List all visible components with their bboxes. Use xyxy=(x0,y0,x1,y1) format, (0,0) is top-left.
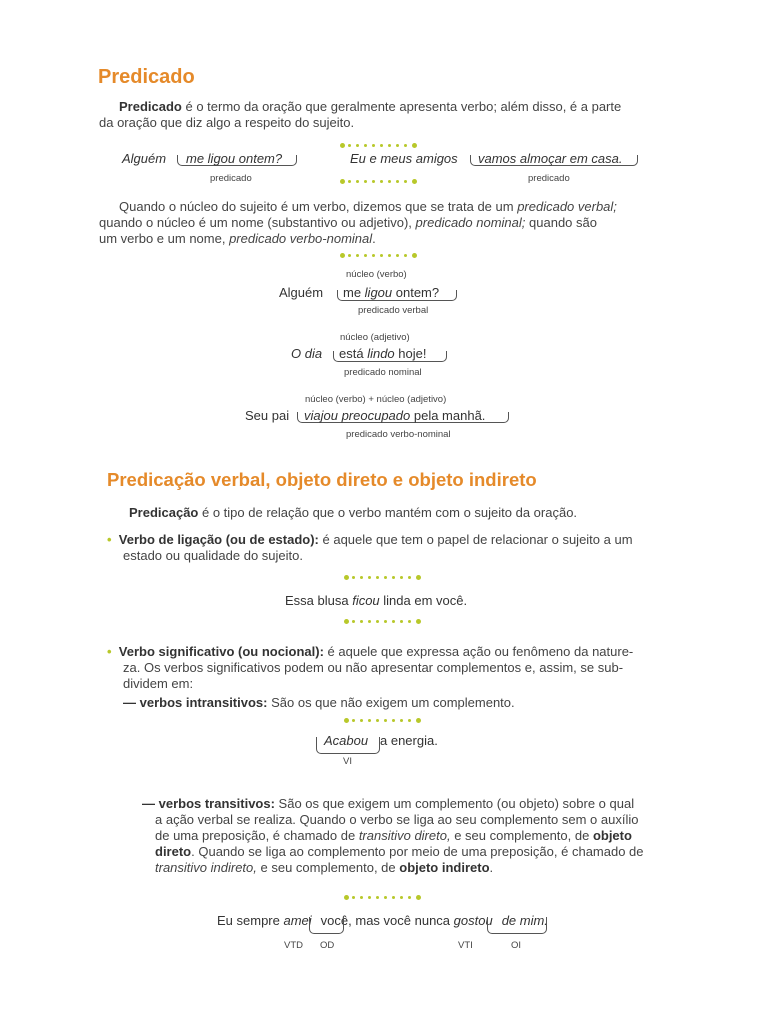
dot xyxy=(340,179,345,184)
grammar-label: VI xyxy=(343,756,352,767)
dot xyxy=(344,575,349,580)
dot xyxy=(352,576,355,579)
text: um verbo e um nome, xyxy=(99,231,230,246)
dot xyxy=(408,576,411,579)
predicate-types-paragraph xyxy=(99,199,617,247)
dot xyxy=(368,576,371,579)
term-bold: — verbos intransitivos: xyxy=(123,695,268,710)
dot xyxy=(392,620,395,623)
text: quando o núcleo é um nome (substantivo ou adjetivo), xyxy=(99,215,416,230)
term-bold: — verbos transitivos: xyxy=(142,796,275,811)
predicado-definition xyxy=(99,99,621,131)
text: predicado verbo-nominal xyxy=(229,231,373,246)
dot xyxy=(412,253,417,258)
dot xyxy=(360,576,363,579)
example-subject: Alguém xyxy=(279,285,324,300)
text: pela manhã. xyxy=(410,408,486,423)
text: São os que não exigem um complemento. xyxy=(267,695,515,710)
dot xyxy=(384,719,387,722)
example-subject: O dia xyxy=(291,346,323,361)
dot xyxy=(344,619,349,624)
example-predicate: me ligou ontem? xyxy=(186,151,283,166)
dot xyxy=(352,719,355,722)
text: transitivo indireto, xyxy=(155,860,257,875)
example-subject: Seu pai xyxy=(245,408,290,423)
predicacao-definition xyxy=(129,505,577,521)
grammar-label: OD xyxy=(320,940,335,951)
bullet-verbo-ligacao xyxy=(107,532,633,564)
text: Eu sempre xyxy=(217,913,284,928)
dot xyxy=(384,896,387,899)
text: . Quando se liga ao complemento por meio de uma preposição, é chamado de xyxy=(191,844,644,859)
text: amei xyxy=(283,913,312,928)
dot xyxy=(368,719,371,722)
dot xyxy=(392,896,395,899)
dot xyxy=(404,180,407,183)
dots-divider xyxy=(340,178,418,186)
text: de uma preposição, é chamado de xyxy=(155,828,359,843)
dot xyxy=(348,180,351,183)
predicate-label: predicado nominal xyxy=(344,367,422,378)
term-bold: Predicação xyxy=(129,505,199,520)
example-predicate xyxy=(304,408,485,423)
example-predicate: vamos almoçar em casa. xyxy=(478,151,623,166)
term-bold: Predicado xyxy=(119,99,182,114)
grammar-label: OI xyxy=(511,940,522,951)
text: da oração que diz algo a respeito do sujeito. xyxy=(99,115,355,130)
dot xyxy=(408,896,411,899)
dot xyxy=(396,144,399,147)
dot xyxy=(356,180,359,183)
text: é o tipo de relação que o verbo mantém com o sujeito da oração. xyxy=(198,505,578,520)
dots-divider xyxy=(344,717,422,725)
dot xyxy=(372,144,375,147)
term-bold: Verbo de ligação (ou de estado): xyxy=(118,532,319,547)
text: predicado verbal; xyxy=(517,199,617,214)
text: ficou xyxy=(352,593,380,608)
example-sentence xyxy=(285,593,467,608)
text: me xyxy=(343,285,365,300)
bullet-icon: • xyxy=(107,532,112,547)
dot xyxy=(360,620,363,623)
brace xyxy=(309,917,344,934)
predicate-label: predicado verbal xyxy=(358,305,429,316)
dot xyxy=(388,180,391,183)
dot xyxy=(400,896,403,899)
dot xyxy=(396,180,399,183)
dot xyxy=(368,620,371,623)
dot xyxy=(392,719,395,722)
grammar-label: VTI xyxy=(458,940,473,951)
dot xyxy=(340,143,345,148)
dot xyxy=(348,144,351,147)
predicate-label: predicado xyxy=(210,173,252,184)
text: dividem em: xyxy=(123,676,194,691)
text: lindo xyxy=(367,346,395,361)
dot xyxy=(412,179,417,184)
text: za. Os verbos significativos podem ou não apresentar complementos e, assim, se sub- xyxy=(123,660,624,675)
dot xyxy=(344,718,349,723)
dots-divider xyxy=(344,574,422,582)
dot xyxy=(376,576,379,579)
dots-divider xyxy=(344,618,422,626)
text: é o termo da oração que geralmente apresenta verbo; além disso, é a parte xyxy=(181,99,622,114)
dot xyxy=(416,619,421,624)
text: predicado nominal; xyxy=(415,215,526,230)
text: . xyxy=(489,860,494,875)
text: é aquele que tem o papel de relacionar o sujeito a um xyxy=(318,532,633,547)
example-subject: Eu e meus amigos xyxy=(350,151,458,166)
dot xyxy=(376,896,379,899)
section-title-predicado: Predicado xyxy=(98,66,195,88)
text: está xyxy=(339,346,368,361)
term-bold: direto xyxy=(155,844,192,859)
example-sentence: a energia. xyxy=(380,733,438,748)
text: você xyxy=(320,913,349,928)
text: é aquele que expressa ação ou fenômeno da nature- xyxy=(323,644,634,659)
dot xyxy=(344,895,349,900)
dot xyxy=(356,144,359,147)
text: transitivo direto, xyxy=(358,828,451,843)
example-subject: Alguém xyxy=(122,151,167,166)
dot xyxy=(380,180,383,183)
dot xyxy=(400,576,403,579)
text: . xyxy=(372,231,376,246)
text: viajou preocupado xyxy=(304,408,411,423)
dots-divider xyxy=(344,894,422,902)
dot xyxy=(388,254,391,257)
term-bold: Verbo significativo (ou nocional): xyxy=(118,644,324,659)
dot xyxy=(396,254,399,257)
dot xyxy=(392,576,395,579)
verbos-intransitivos xyxy=(123,695,515,711)
dot xyxy=(416,575,421,580)
term-bold: objeto xyxy=(592,828,632,843)
brace xyxy=(487,917,547,934)
verbos-transitivos xyxy=(142,796,644,876)
text: gostou xyxy=(453,913,493,928)
bullet-verbo-significativo xyxy=(107,644,633,692)
dot xyxy=(384,620,387,623)
dot xyxy=(356,254,359,257)
dot xyxy=(364,180,367,183)
dot xyxy=(352,896,355,899)
dot xyxy=(380,144,383,147)
dots-divider xyxy=(340,252,418,260)
predicate-label: predicado verbo-nominal xyxy=(346,429,451,440)
text: linda em você. xyxy=(379,593,468,608)
dot xyxy=(360,719,363,722)
bullet-icon: • xyxy=(107,644,112,659)
dot xyxy=(400,620,403,623)
example-verb: Acabou xyxy=(324,733,369,748)
text: hoje! xyxy=(394,346,427,361)
term-bold: objeto indireto xyxy=(399,860,490,875)
dot xyxy=(404,254,407,257)
dot xyxy=(376,620,379,623)
dot xyxy=(400,719,403,722)
dot xyxy=(340,253,345,258)
dot xyxy=(368,896,371,899)
grammar-label: VTD xyxy=(284,940,303,951)
predicate-label: predicado xyxy=(528,173,570,184)
dot xyxy=(380,254,383,257)
text: Essa blusa xyxy=(285,593,353,608)
dot xyxy=(416,718,421,723)
dot xyxy=(360,896,363,899)
dot xyxy=(416,895,421,900)
text: a ação verbal se realiza. Quando o verbo se liga ao seu complemento sem o auxílio xyxy=(155,812,639,827)
text: , mas você nunca xyxy=(348,913,454,928)
text: de mim. xyxy=(501,913,548,928)
example-predicate xyxy=(343,285,439,300)
text: ligou xyxy=(364,285,393,300)
text: quando são xyxy=(525,215,597,230)
dot xyxy=(388,144,391,147)
dot xyxy=(376,719,379,722)
dot xyxy=(372,254,375,257)
dot xyxy=(408,620,411,623)
dots-divider xyxy=(340,142,418,150)
dot xyxy=(348,254,351,257)
dot xyxy=(372,180,375,183)
core-label: núcleo (adjetivo) xyxy=(340,332,410,343)
dot xyxy=(364,144,367,147)
example-predicate xyxy=(339,346,426,361)
section-title-predicacao: Predicação verbal, objeto direto e objeto indireto xyxy=(107,469,537,490)
dot xyxy=(412,143,417,148)
dot xyxy=(384,576,387,579)
core-label: núcleo (verbo) + núcleo (adjetivo) xyxy=(305,394,447,405)
dot xyxy=(408,719,411,722)
text: São os que exigem um complemento (ou objeto) sobre o qual xyxy=(274,796,635,811)
text: Quando o núcleo do sujeito é um verbo, dizemos que se trata de um xyxy=(119,199,518,214)
dot xyxy=(404,144,407,147)
text: ontem? xyxy=(392,285,440,300)
text: estado ou qualidade do sujeito. xyxy=(123,548,303,563)
text: e seu complemento, de xyxy=(450,828,593,843)
text: e seu complemento, de xyxy=(256,860,400,875)
dot xyxy=(364,254,367,257)
dot xyxy=(352,620,355,623)
core-label: núcleo (verbo) xyxy=(346,269,407,280)
